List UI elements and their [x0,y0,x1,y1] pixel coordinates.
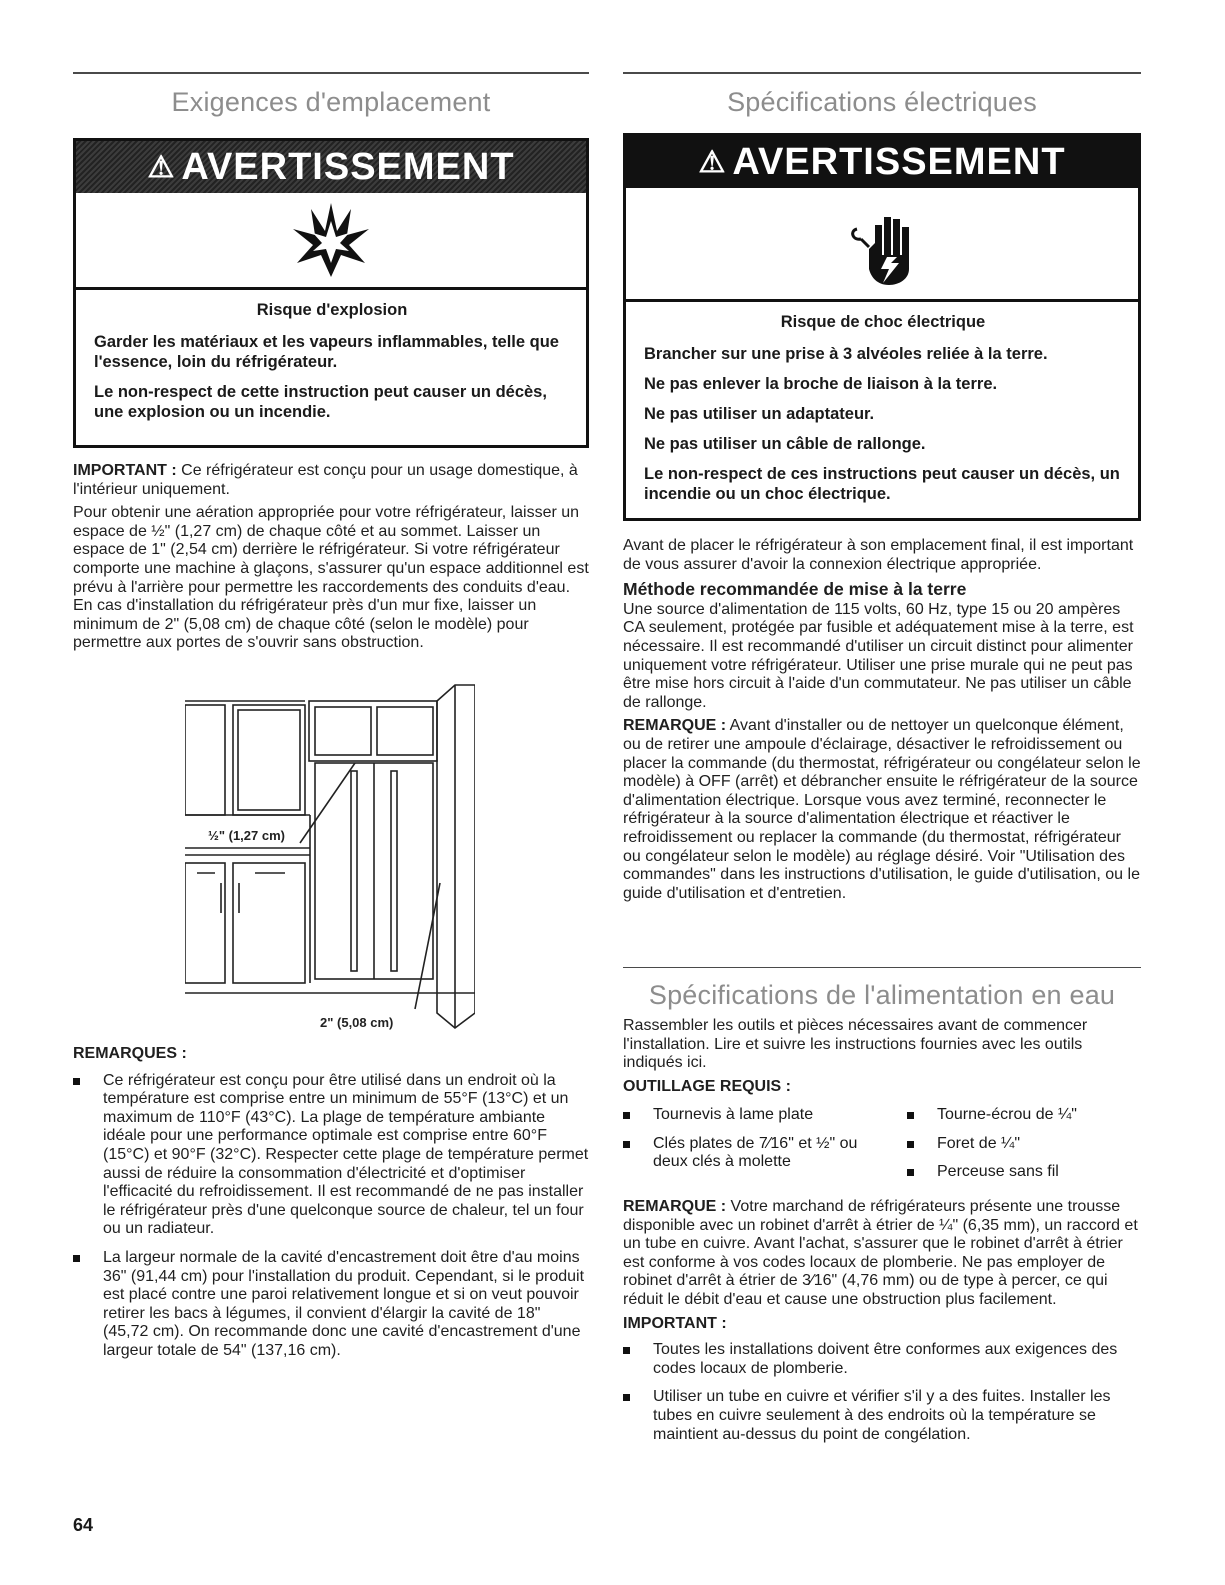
tool-item: Perceuse sans fil [907,1163,1141,1182]
left-intro-text [73,462,589,658]
remarque-item: Ce réfrigérateur est conçu pour être utilisé dans un endroit où la température est comprise entre un minimum de 55°F (13°C) et un maximum de 110°F (43°C). La plage de température ambiante idéale pour une performance optimale est comprise entre 60°F (15°C) et 90°F (32°C). Respecter cette plage de température permet aussi de réduire la consommation d'électricité et d'optimiser l'efficacité du refroidissement. Il est recommandé de ne pas installer le réfrigérateur près d'une quelconque source de chaleur, tel un four ou un radiateur. [73,1072,589,1239]
tool-item: Foret de ¼" [907,1135,1141,1154]
warning-header-label: AVERTISSEMENT [181,145,515,188]
refrigerator-clearance-diagram [185,683,475,1043]
method-paragraph: Une source d'alimentation de 115 volts, 60 Hz, type 15 ou 20 ampères CA seulement, protégée par fusible et adéquatement mise à la terre, est nécessaire. Il est recommandé d'utiliser un circuit distinct pour alimenter uniquement votre réfrigérateur. Utiliser une prise murale qui ne peut pas être mise hors circuit à l'aide d'un commutateur. Ne pas utiliser un câble de rallonge. [623,600,1134,711]
right-top-rule [623,72,1141,74]
remarque-item: La largeur normale de la cavité d'encastrement doit être d'au moins 36" (91,44 cm) pour l'installation du produit. Cependant, si le produit est placé contre une paroi relativement longue et si on veut pouvoir retirer les bacs à légumes, il convient d'élargir la cavité de 18" (45,72 cm). On recommande donc une cavité d'encastrement d'une largeur totale de 54" (137,16 cm). [73,1249,589,1361]
warning-header [626,136,1138,188]
explosion-icon [76,193,586,290]
electrical-intro: Avant de placer le réfrigérateur à son emplacement final, il est important de vous assurer d'avoir la connexion électrique appropriée. [623,537,1134,573]
remarque2-text: Votre marchand de réfrigérateurs présente une trousse disponible avec un robinet d'arrêt à étrier de ¼" (6,35 mm), un raccord et un tube en cuivre. Avant l'achat, s'assurer que le robinet d'arrêt à étrier est conforme à vos codes locaux de plomberie. Ne pas employer de robinet d'arrêt à étrier de 3⁄16" (4,76 mm) ou de type à percer, ce qui réduit le débit d'eau et cause une obstruction plus facilement. [623,1198,1138,1308]
water-intro: Rassembler les outils et pièces nécessaires avant de commencer l'installation. Lire et suivre les instructions fournies avec les outils indiqués ici. [623,1017,1088,1072]
warning-header [76,141,586,193]
warning-line: Le non-respect de cette instruction peut causer un décès, une explosion ou un incendie. [94,383,547,421]
left-top-rule [73,72,589,74]
warning-header-label: AVERTISSEMENT [732,140,1066,183]
remarques-label: REMARQUES : [73,1045,187,1062]
warning-line: Brancher sur une prise à 3 alvéoles reliée à la terre. [644,345,1048,363]
warning-line: Le non-respect de ces instructions peut causer un décès, un incendie ou un choc électrique. [644,465,1120,503]
tool-item: Tournevis à lame plate [623,1106,907,1125]
electrical-text [623,537,1141,908]
plumbing-text [623,1198,1141,1454]
section-title-eau: Spécifications de l'alimentation en eau [648,980,1116,1010]
warning-body [76,290,586,442]
warning-subject: Risque de choc électrique [780,313,986,331]
section-title-emplacement: Exigences d'emplacement [171,87,491,117]
remarque-label: REMARQUE : [623,717,727,735]
warning-subject: Risque d'explosion [256,301,408,319]
important-text: Ce réfrigérateur est conçu pour un usage domestique, à l'intérieur uniquement. [73,462,578,498]
warning-line: Ne pas utiliser un adaptateur. [644,405,875,423]
warning-body [626,302,1138,524]
warning-line: Ne pas enlever la broche de liaison à la terre. [644,375,998,393]
important-item: Toutes les installations doivent être conformes aux exigences des codes locaux de plomberie. [623,1341,1141,1378]
aeration-paragraph: Pour obtenir une aération appropriée pour votre réfrigérateur, laisser un espace de ½" (1,27 cm) de chaque côté et au sommet. Laisser un espace de 1" (2,54 cm) derrière le réfrigérateur. Si votre réfrigérateur comporte une machine à glaçons, s'assurer qu'un espace additionnel est prévu à l'arrière pour permettre les raccordements des conduits d'eau. En cas d'installation du réfrigérateur près d'un mur fixe, laisser un minimum de 2" (5,08 cm) de chaque côté (selon le modèle) pour permettre aux portes de s'ouvrir sans obstruction. [73,504,589,652]
page-number: 64 [73,1515,94,1535]
remarques-section [73,1045,589,1371]
important2-label: IMPORTANT : [623,1314,727,1332]
explosion-warning-box [73,138,589,448]
tools-list [623,1106,1141,1192]
water-intro-block [623,1017,1141,1101]
important-label: IMPORTANT : [73,462,177,479]
warning-line: Garder les matériaux et les vapeurs inflammables, telle que l'essence, loin du réfrigérateur. [94,333,559,371]
clearance-label-bottom: 2" (5,08 cm) [320,1015,394,1030]
warning-triangle-icon: ⚠ [147,150,176,184]
method-title: Méthode recommandée de mise à la terre [623,579,967,600]
important-item: Utiliser un tube en cuivre et vérifier s'il y a des fuites. Installer les tubes en cuivre seulement à des endroits où la température se maintient au-dessus du point de congélation. [623,1388,1141,1444]
electric-warning-box [623,133,1141,521]
tool-item: Tourne-écrou de ¼" [907,1106,1141,1125]
remarque-text: Avant d'installer ou de nettoyer un quelconque élément, ou de retirer une ampoule d'éclairage, désactiver le refroidissement ou placer la commande (du thermostat, réfrigérateur ou congélateur selon le modèle) à OFF (arrêt) et débrancher ensuite le réfrigérateur de la source d'alimentation électrique. Lorsque vous avez terminé, reconnecter le réfrigérateur à la source d'alimentation électrique et réactiver le refroidissement ou replacer la commande (du thermostat, réfrigérateur ou congélateur selon le modèle) au réglage désiré. Voir "Utilisation des commandes" dans les instructions d'utilisation, le guide d'utilisation, ou le guide d'utilisation et d'entretien. [623,717,1141,902]
tool-item: Clés plates de 7⁄16" et ½" ou deux clés à molette [623,1135,907,1172]
warning-line: Ne pas utiliser un câble de rallonge. [644,435,926,453]
tools-label: OUTILLAGE REQUIS : [623,1077,791,1095]
warning-triangle-icon: ⚠ [698,145,727,179]
water-section-rule [623,967,1141,968]
clearance-label-top: ½" (1,27 cm) [208,828,285,843]
remarque2-label: REMARQUE : [623,1198,727,1215]
section-title-electriques: Spécifications électriques [727,87,1037,117]
electric-shock-icon [626,188,1138,302]
